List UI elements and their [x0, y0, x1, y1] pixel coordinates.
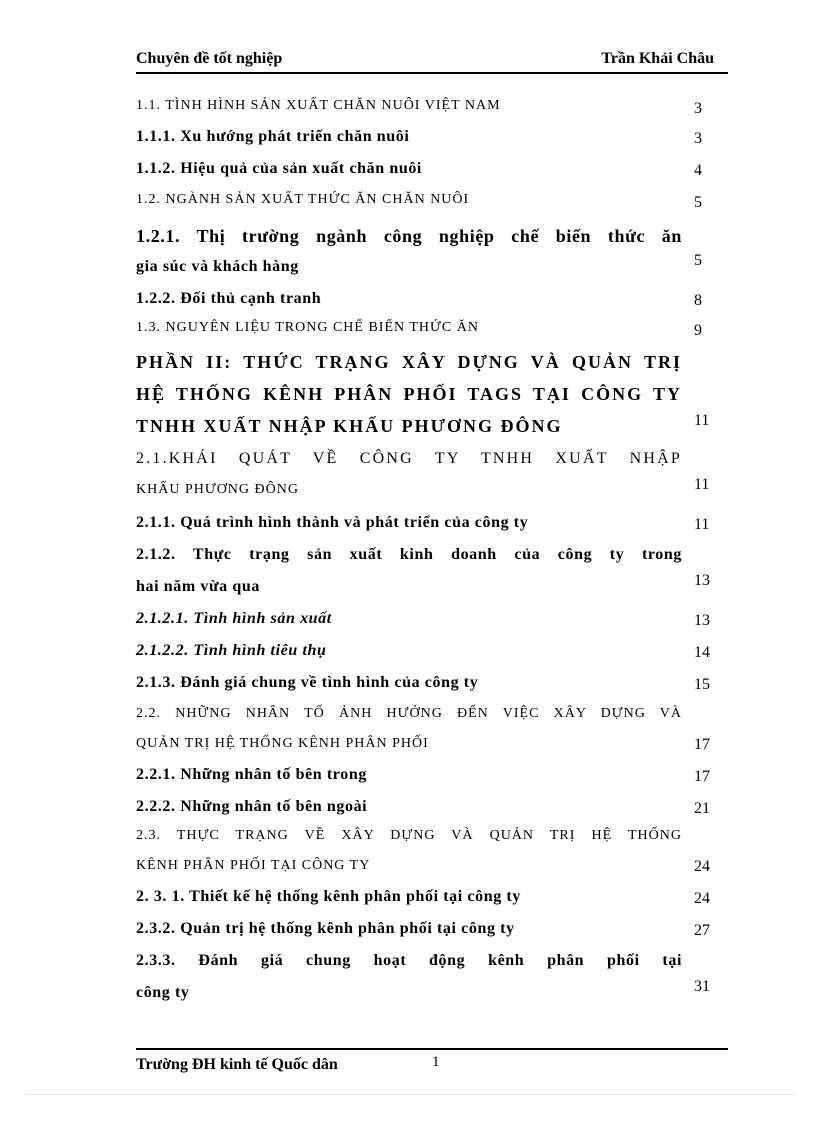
- toc-entry-page: 21: [694, 800, 710, 817]
- toc-entry-title-line: công ty: [136, 984, 190, 1001]
- toc-entry-page: 4: [694, 162, 702, 179]
- toc-entry-page: 17: [694, 736, 710, 753]
- toc-entry-page: 3: [694, 130, 702, 147]
- toc-entry-title-line: PHẦN II: THỨC TRẠNG XÂY DỰNG VÀ QUẢN TRỊ: [136, 352, 682, 372]
- toc-entry-title-line: 2.1.2. Thực trạng sản xuất kinh doanh của công ty trong: [136, 546, 682, 563]
- toc-entry-title: 1.1.1. Xu hướng phát triển chăn nuôi: [136, 128, 410, 145]
- toc-entry-title: 1.2.2. Đối thủ cạnh tranh: [136, 290, 322, 307]
- toc-entry-title-line: TNHH XUẤT NHẬP KHẨU PHƯƠNG ĐÔNG: [136, 416, 563, 436]
- toc-entry-page: 9: [694, 322, 702, 339]
- toc-entry-title-line: 2.2. NHỮNG NHÂN TỐ ẢNH HƯỞNG ĐẾN VIỆC XÂY DỰNG VÀ: [136, 706, 682, 721]
- toc-entry-title-line: HỆ THỐNG KÊNH PHÂN PHỐI TAGS TẠI CÔNG TY: [136, 384, 682, 404]
- footer-page-number: 1: [432, 1054, 440, 1070]
- toc-entry-page: 24: [694, 890, 710, 907]
- toc-entry-title-line: gia súc và khách hàng: [136, 258, 299, 275]
- toc-entry-page: 8: [694, 292, 702, 309]
- header-author: Trần Khải Châu: [601, 50, 714, 67]
- toc-entry-title: 2.2.1. Những nhân tố bên trong: [136, 766, 367, 783]
- page-footer: [136, 1048, 728, 1080]
- toc-entry-title-line: 2.1.KHÁI QUÁT VỀ CÔNG TY TNHH XUẤT NHẬP: [136, 450, 682, 467]
- toc-entry-page: 13: [694, 612, 710, 629]
- page-header: [136, 50, 728, 74]
- toc-entry-page: 11: [694, 476, 710, 493]
- toc-entry-page: 14: [694, 644, 710, 661]
- toc-entry-page: 5: [694, 194, 702, 211]
- toc-entry-page: 24: [694, 858, 710, 875]
- toc-entry-title-line: KÊNH PHÂN PHỐI TẠI CÔNG TY: [136, 858, 371, 873]
- toc-entry-page: 15: [694, 676, 710, 693]
- toc-entry-title: 1.1.2. Hiệu quả của sản xuất chăn nuôi: [136, 160, 422, 177]
- toc-entry-page: 11: [694, 412, 710, 429]
- toc-entry-title-line: hai năm vừa qua: [136, 578, 260, 595]
- toc-entry-title-line: 2.3.3. Đánh giá chung hoạt động kênh phân phối tại: [136, 952, 682, 969]
- page-bottom-divider: [24, 1094, 794, 1095]
- footer-school-name: Trường ĐH kinh tế Quốc dân: [136, 1056, 338, 1073]
- toc-entry-title-line: QUẢN TRỊ HỆ THỐNG KÊNH PHÂN PHỐI: [136, 736, 429, 751]
- toc-entry-title: 2.1.2.1. Tình hình sản xuất: [136, 610, 332, 627]
- toc-entry-page: 3: [694, 100, 702, 117]
- toc-entry-title: 2.1.1. Quá trình hình thành và phát triển của công ty: [136, 514, 529, 531]
- toc-entry-title: 1.3. NGUYÊN LIỆU TRONG CHẾ BIẾN THỨC ĂN: [136, 320, 479, 335]
- toc-entry-title-line: 2.3. THỰC TRẠNG VỀ XÂY DỰNG VÀ QUẢN TRỊ HỆ THỐNG: [136, 828, 682, 843]
- toc-entry-title: 2.3.2. Quản trị hệ thống kênh phân phối tại công ty: [136, 920, 515, 937]
- toc-entry-page: 27: [694, 922, 710, 939]
- toc-entry-title-line: 1.2.1. Thị trường ngành công nghiệp chế biến thức ăn: [136, 226, 682, 246]
- toc-entry-page: 17: [694, 768, 710, 785]
- toc-entry-title: 2. 3. 1. Thiết kế hệ thống kênh phân phối tại công ty: [136, 888, 521, 905]
- toc-entry-page: 31: [694, 978, 710, 995]
- toc-entry-page: 5: [694, 252, 702, 269]
- toc-entry-title: 1.1. TÌNH HÌNH SẢN XUẤT CHĂN NUÔI VIỆT NAM: [136, 98, 501, 113]
- toc-entry-page: 13: [694, 572, 710, 589]
- toc-entry-title: 1.2. NGÀNH SẢN XUẤT THỨC ĂN CHĂN NUÔI: [136, 192, 470, 207]
- toc-entry-title: 2.2.2. Những nhân tố bên ngoài: [136, 798, 368, 815]
- toc-entry-title: 2.1.3. Đánh giá chung về tình hình của công ty: [136, 674, 479, 691]
- header-document-type: Chuyên đề tốt nghiệp: [136, 50, 283, 67]
- toc-entry-title: 2.1.2.2. Tình hình tiêu thụ: [136, 642, 327, 659]
- toc-entry-title-line: KHẨU PHƯƠNG ĐÔNG: [136, 482, 299, 497]
- toc-entry-page: 11: [694, 516, 710, 533]
